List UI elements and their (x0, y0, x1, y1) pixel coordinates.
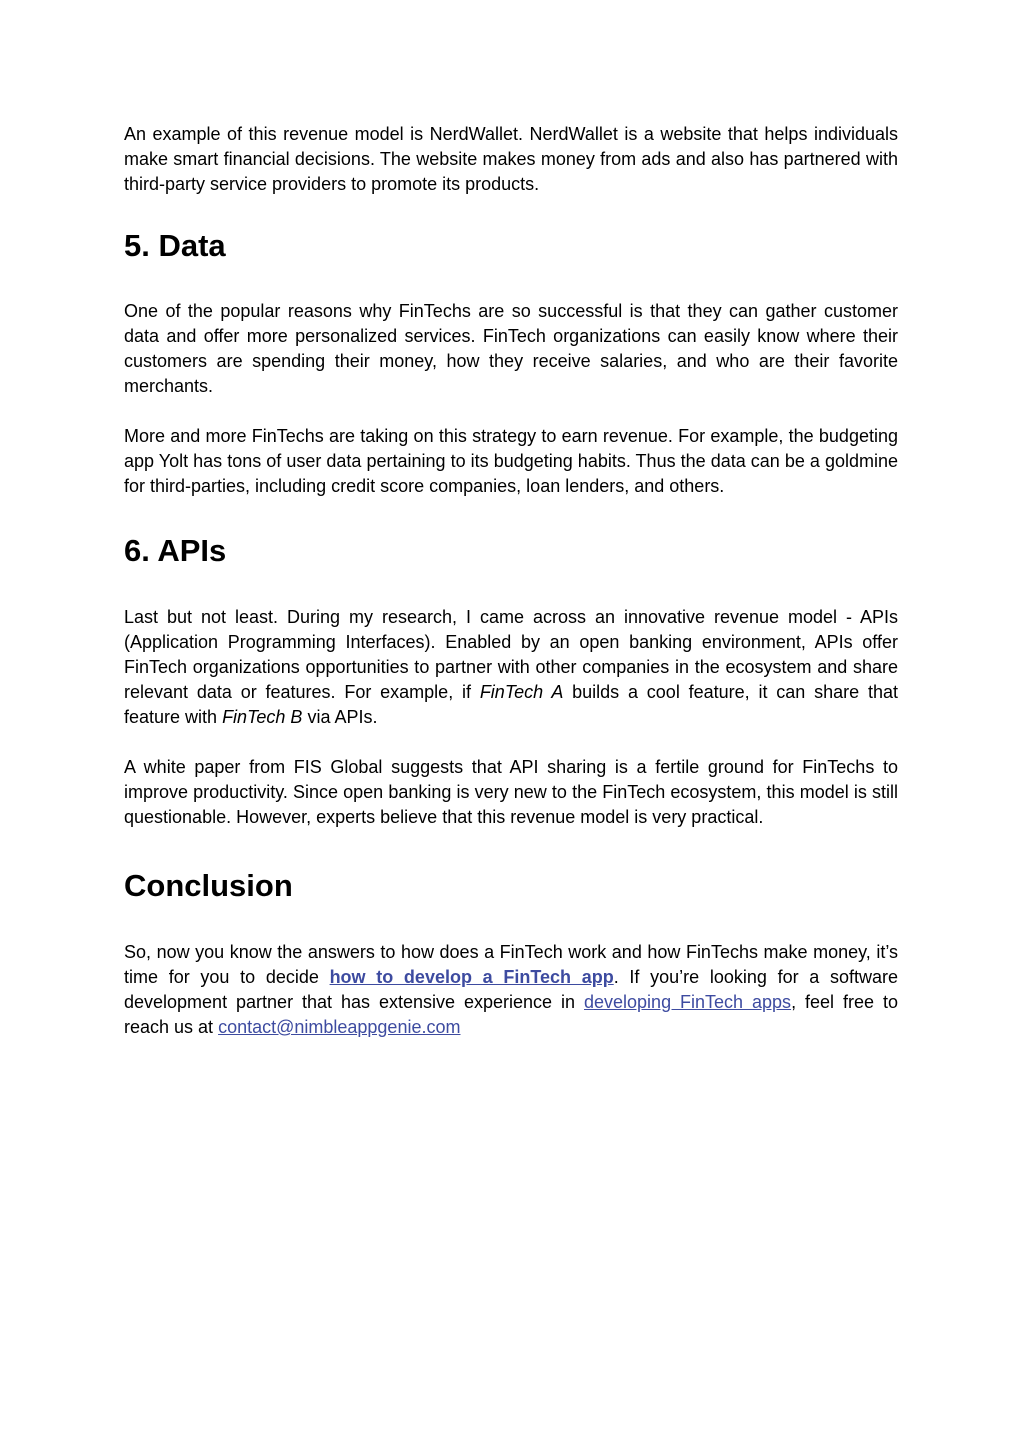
apis-paragraph-1 (124, 605, 898, 730)
heading-conclusion: Conclusion (124, 868, 293, 903)
fintech-a-emphasis: FinTech A (479, 682, 564, 702)
heading-data: 5. Data (124, 228, 226, 263)
conclusion-paragraph (124, 940, 898, 1040)
apis-p1-text-a: Last but not least. During my research, I came across an innovative revenue model - APIs (Application Programming Interfaces). Enabled by an open banking environment, APIs offer FinTech organizations opportunities to partner with other companies in the ecosystem and share relevant data or features. For example, if (124, 607, 898, 702)
develop-fintech-app-link[interactable]: how to develop a FinTech app (329, 967, 614, 987)
contact-email-link[interactable]: contact@nimbleappgenie.com (218, 1017, 461, 1037)
data-paragraph-1: One of the popular reasons why FinTechs are so successful is that they can gather customer data and offer more personalized services. FinTech organizations can easily know where their customers are spending their money, how they receive salaries, and who are their favorite merchants. (124, 301, 898, 396)
conclusion-text-c: , feel free to reach us at (124, 992, 898, 1037)
heading-apis: 6. APIs (124, 533, 227, 568)
developing-fintech-apps-link[interactable]: developing FinTech apps (584, 992, 792, 1012)
conclusion-text-a: So, now you know the answers to how does a FinTech work and how FinTechs make money, it’s time for you to decide (124, 942, 898, 987)
data-paragraph-2: More and more FinTechs are taking on this strategy to earn revenue. For example, the budgeting app Yolt has tons of user data pertaining to its budgeting habits. Thus the data can be a goldmine for third-parties, including credit score companies, loan lenders, and others. (124, 426, 898, 496)
apis-p1-text-b: builds a cool feature, it can share that feature with (124, 682, 898, 727)
fintech-b-emphasis: FinTech B (222, 707, 303, 727)
document-page (124, 122, 898, 1040)
conclusion-text-b: . If you’re looking for a software development partner that has extensive experience in (124, 967, 898, 1012)
apis-p1-text-c: via APIs. (302, 707, 378, 727)
apis-paragraph-2: A white paper from FIS Global suggests that API sharing is a fertile ground for FinTechs to improve productivity. Since open banking is very new to the FinTech ecosystem, this model is still questionable. However, experts believe that this revenue model is very practical. (124, 757, 898, 827)
intro-paragraph: An example of this revenue model is NerdWallet. NerdWallet is a website that helps individuals make smart financial decisions. The website makes money from ads and also has partnered with third-party service providers to promote its products. (124, 124, 898, 194)
